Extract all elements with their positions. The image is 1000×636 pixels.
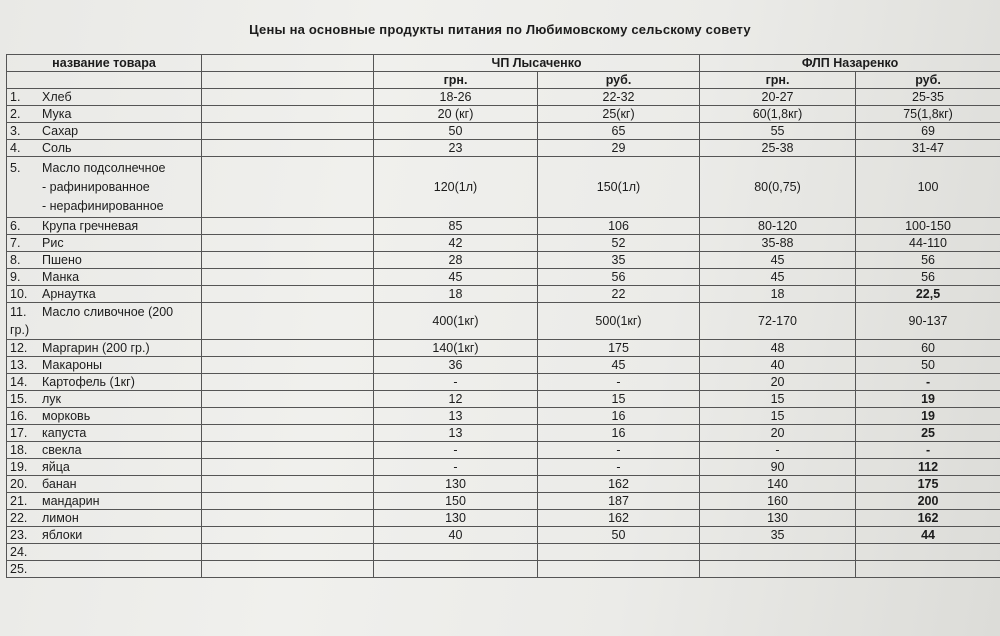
price-nazarenko-uah: 15	[700, 391, 856, 408]
price-nazarenko-uah: 140	[700, 476, 856, 493]
table-body	[7, 89, 1000, 578]
price-lysachenko-uah: 130	[374, 510, 538, 527]
product-name: Макароны	[42, 358, 102, 372]
price-nazarenko-rub: 44	[856, 527, 1000, 544]
unit-blank	[7, 72, 202, 89]
price-lysachenko-rub: 162	[538, 476, 700, 493]
row-number: 3.	[10, 124, 21, 138]
table-row	[7, 493, 1000, 510]
table-row	[7, 374, 1000, 391]
row-number: 4.	[10, 141, 21, 155]
row-number: 16.	[10, 409, 28, 423]
price-lysachenko-uah: 140(1кг)	[374, 340, 538, 357]
price-lysachenko-rub: 22-32	[538, 89, 700, 106]
price-nazarenko-rub: 100	[856, 157, 1000, 218]
blank-cell	[202, 286, 374, 303]
unit-blank	[202, 72, 374, 89]
table-unit-row	[7, 72, 1000, 89]
product-name-cell	[7, 391, 202, 408]
row-number: 7.	[10, 236, 21, 250]
price-lysachenko-rub: -	[538, 442, 700, 459]
product-name: Манка	[42, 270, 80, 284]
price-lysachenko-uah	[374, 561, 538, 578]
blank-cell	[202, 157, 374, 218]
row-number: 21.	[10, 494, 28, 508]
price-nazarenko-uah	[700, 561, 856, 578]
price-lysachenko-uah: 20 (кг)	[374, 106, 538, 123]
price-lysachenko-rub	[538, 544, 700, 561]
price-lysachenko-rub: 25(кг)	[538, 106, 700, 123]
price-lysachenko-rub: 45	[538, 357, 700, 374]
product-name: лук	[42, 392, 62, 406]
table-row	[7, 286, 1000, 303]
price-nazarenko-rub: -	[856, 374, 1000, 391]
product-name-continued: гр.)	[10, 323, 30, 337]
price-nazarenko-rub: 56	[856, 252, 1000, 269]
price-nazarenko-rub: 25	[856, 425, 1000, 442]
product-name: Крупа гречневая	[42, 219, 139, 233]
product-name-cell	[7, 218, 202, 235]
price-nazarenko-rub: 175	[856, 476, 1000, 493]
price-lysachenko-rub: 50	[538, 527, 700, 544]
product-name-cell	[7, 425, 202, 442]
price-nazarenko-uah: 90	[700, 459, 856, 476]
blank-cell	[202, 374, 374, 391]
product-name-cell	[7, 476, 202, 493]
row-number: 13.	[10, 358, 28, 372]
price-nazarenko-rub: 25-35	[856, 89, 1000, 106]
price-lysachenko-uah: 18	[374, 286, 538, 303]
price-nazarenko-uah: 20	[700, 374, 856, 391]
price-nazarenko-rub	[856, 561, 1000, 578]
product-name-cell	[7, 340, 202, 357]
product-name: Маргарин (200 гр.)	[42, 341, 150, 355]
blank-cell	[202, 252, 374, 269]
blank-cell	[202, 442, 374, 459]
product-name-cell	[7, 374, 202, 391]
price-lysachenko-uah: -	[374, 459, 538, 476]
row-number: 14.	[10, 375, 28, 389]
blank-cell	[202, 476, 374, 493]
product-name: Пшено	[42, 253, 82, 267]
product-name: Соль	[42, 141, 72, 155]
product-name-cell	[7, 235, 202, 252]
product-name: Арнаутка	[42, 287, 96, 301]
table-row	[7, 269, 1000, 286]
price-lysachenko-uah: 23	[374, 140, 538, 157]
price-nazarenko-rub: 75(1,8кг)	[856, 106, 1000, 123]
price-nazarenko-uah: 130	[700, 510, 856, 527]
table-row	[7, 527, 1000, 544]
table-row	[7, 157, 1000, 218]
price-nazarenko-rub	[856, 544, 1000, 561]
price-nazarenko-rub: 31-47	[856, 140, 1000, 157]
table-row	[7, 425, 1000, 442]
product-subtype: - рафинированное	[42, 179, 150, 194]
blank-cell	[202, 544, 374, 561]
unit-uah: грн.	[700, 72, 856, 89]
price-lysachenko-uah: 28	[374, 252, 538, 269]
price-lysachenko-rub: 16	[538, 425, 700, 442]
price-lysachenko-rub: -	[538, 459, 700, 476]
header-product-name: название товара	[7, 55, 202, 72]
row-number: 25.	[10, 562, 28, 576]
blank-cell	[202, 357, 374, 374]
price-lysachenko-rub: 162	[538, 510, 700, 527]
price-lysachenko-uah: -	[374, 442, 538, 459]
product-name: свекла	[42, 443, 82, 457]
table-row	[7, 218, 1000, 235]
header-seller-nazarenko: ФЛП Назаренко	[700, 55, 1000, 72]
row-number: 24.	[10, 545, 28, 559]
price-table	[6, 54, 1000, 578]
price-lysachenko-uah: 150	[374, 493, 538, 510]
product-name-cell	[7, 286, 202, 303]
product-name: морковь	[42, 409, 91, 423]
table-row	[7, 140, 1000, 157]
price-nazarenko-rub: 22,5	[856, 286, 1000, 303]
price-nazarenko-rub: 69	[856, 123, 1000, 140]
price-nazarenko-uah: 25-38	[700, 140, 856, 157]
price-nazarenko-rub: 50	[856, 357, 1000, 374]
price-lysachenko-rub: 29	[538, 140, 700, 157]
blank-cell	[202, 340, 374, 357]
table-row	[7, 252, 1000, 269]
blank-cell	[202, 140, 374, 157]
product-name-cell	[7, 140, 202, 157]
price-nazarenko-rub: 112	[856, 459, 1000, 476]
blank-cell	[202, 459, 374, 476]
price-lysachenko-uah: 85	[374, 218, 538, 235]
row-number: 22.	[10, 511, 28, 525]
product-name: Сахар	[42, 124, 79, 138]
price-lysachenko-rub: 16	[538, 408, 700, 425]
product-name: капуста	[42, 426, 87, 440]
price-nazarenko-rub: -	[856, 442, 1000, 459]
table-row	[7, 106, 1000, 123]
price-lysachenko-rub: 175	[538, 340, 700, 357]
table-row	[7, 391, 1000, 408]
price-lysachenko-uah: 40	[374, 527, 538, 544]
product-name: Рис	[42, 236, 64, 250]
table-row	[7, 357, 1000, 374]
price-nazarenko-uah: 80(0,75)	[700, 157, 856, 218]
blank-cell	[202, 510, 374, 527]
price-nazarenko-uah: 45	[700, 269, 856, 286]
price-nazarenko-rub: 19	[856, 408, 1000, 425]
price-lysachenko-rub: 106	[538, 218, 700, 235]
product-name-cell	[7, 459, 202, 476]
price-nazarenko-uah: -	[700, 442, 856, 459]
price-nazarenko-uah: 20	[700, 425, 856, 442]
price-lysachenko-rub: 56	[538, 269, 700, 286]
table-header-row	[7, 55, 1000, 72]
row-number: 20.	[10, 477, 28, 491]
document-title: Цены на основные продукты питания по Любимовскому сельскому совету	[249, 22, 751, 37]
product-name-cell	[7, 89, 202, 106]
row-number: 10.	[10, 287, 28, 301]
price-nazarenko-uah: 20-27	[700, 89, 856, 106]
price-nazarenko-uah: 40	[700, 357, 856, 374]
price-nazarenko-uah: 80-120	[700, 218, 856, 235]
table-row	[7, 476, 1000, 493]
blank-cell	[202, 391, 374, 408]
table-row	[7, 561, 1000, 578]
price-lysachenko-uah: 50	[374, 123, 538, 140]
blank-cell	[202, 425, 374, 442]
table-row	[7, 123, 1000, 140]
blank-cell	[202, 408, 374, 425]
price-nazarenko-uah	[700, 544, 856, 561]
price-nazarenko-rub: 200	[856, 493, 1000, 510]
price-nazarenko-uah: 15	[700, 408, 856, 425]
price-nazarenko-rub: 90-137	[856, 303, 1000, 340]
product-name: Картофель (1кг)	[42, 375, 135, 389]
price-nazarenko-uah: 72-170	[700, 303, 856, 340]
unit-uah: грн.	[374, 72, 538, 89]
price-lysachenko-rub: 35	[538, 252, 700, 269]
header-blank	[202, 55, 374, 72]
product-name-cell	[7, 269, 202, 286]
unit-rub: руб.	[856, 72, 1000, 89]
row-number: 12.	[10, 341, 28, 355]
table-row	[7, 408, 1000, 425]
price-nazarenko-uah: 55	[700, 123, 856, 140]
product-name: лимон	[42, 511, 79, 525]
table-row	[7, 89, 1000, 106]
row-number: 6.	[10, 219, 21, 233]
product-name-cell	[7, 106, 202, 123]
price-lysachenko-rub: 15	[538, 391, 700, 408]
blank-cell	[202, 89, 374, 106]
price-nazarenko-uah: 45	[700, 252, 856, 269]
product-name-cell	[7, 408, 202, 425]
table-row	[7, 442, 1000, 459]
row-number: 5.	[10, 160, 21, 175]
product-name: Хлеб	[42, 90, 72, 104]
table-row	[7, 544, 1000, 561]
row-number: 11.	[10, 305, 27, 319]
price-lysachenko-uah: 13	[374, 408, 538, 425]
price-lysachenko-uah	[374, 544, 538, 561]
product-name-cell	[7, 157, 202, 218]
blank-cell	[202, 561, 374, 578]
unit-rub: руб.	[538, 72, 700, 89]
row-number: 8.	[10, 253, 21, 267]
table-row	[7, 510, 1000, 527]
price-nazarenko-rub: 162	[856, 510, 1000, 527]
row-number: 15.	[10, 392, 28, 406]
product-name-cell	[7, 123, 202, 140]
price-lysachenko-uah: 120(1л)	[374, 157, 538, 218]
price-lysachenko-uah: 12	[374, 391, 538, 408]
blank-cell	[202, 303, 374, 340]
row-number: 2.	[10, 107, 21, 121]
price-lysachenko-uah: 36	[374, 357, 538, 374]
product-name: Масло подсолнечное	[42, 160, 166, 175]
price-nazarenko-uah: 35-88	[700, 235, 856, 252]
blank-cell	[202, 218, 374, 235]
price-lysachenko-uah: 45	[374, 269, 538, 286]
row-number: 1.	[10, 90, 21, 104]
product-name: яблоки	[42, 528, 83, 542]
product-name-cell	[7, 561, 202, 578]
product-subtype: - нерафинированное	[42, 198, 164, 213]
blank-cell	[202, 235, 374, 252]
product-name-cell	[7, 303, 202, 340]
price-lysachenko-rub: 500(1кг)	[538, 303, 700, 340]
row-number: 18.	[10, 443, 28, 457]
price-lysachenko-rub: 187	[538, 493, 700, 510]
table-row	[7, 340, 1000, 357]
blank-cell	[202, 269, 374, 286]
product-name-cell	[7, 510, 202, 527]
row-number: 23.	[10, 528, 28, 542]
table-row	[7, 459, 1000, 476]
price-nazarenko-rub: 56	[856, 269, 1000, 286]
row-number: 19.	[10, 460, 28, 474]
product-name-cell	[7, 544, 202, 561]
product-name: мандарин	[42, 494, 100, 508]
price-nazarenko-rub: 60	[856, 340, 1000, 357]
product-name-cell	[7, 442, 202, 459]
blank-cell	[202, 493, 374, 510]
product-name-cell	[7, 252, 202, 269]
price-lysachenko-rub: 22	[538, 286, 700, 303]
price-nazarenko-rub: 100-150	[856, 218, 1000, 235]
header-seller-lysachenko: ЧП Лысаченко	[374, 55, 700, 72]
product-name-cell	[7, 357, 202, 374]
price-lysachenko-uah: 13	[374, 425, 538, 442]
price-lysachenko-uah: 400(1кг)	[374, 303, 538, 340]
product-name: банан	[42, 477, 77, 491]
price-lysachenko-rub: -	[538, 374, 700, 391]
blank-cell	[202, 106, 374, 123]
row-number: 9.	[10, 270, 21, 284]
price-nazarenko-uah: 35	[700, 527, 856, 544]
price-nazarenko-uah: 48	[700, 340, 856, 357]
price-lysachenko-uah: 42	[374, 235, 538, 252]
price-lysachenko-rub	[538, 561, 700, 578]
product-name: Мука	[42, 107, 72, 121]
price-nazarenko-uah: 60(1,8кг)	[700, 106, 856, 123]
product-name: Масло сливочное (200	[42, 305, 174, 319]
price-lysachenko-rub: 52	[538, 235, 700, 252]
product-name-cell	[7, 527, 202, 544]
price-nazarenko-rub: 19	[856, 391, 1000, 408]
product-name-cell	[7, 493, 202, 510]
table-row	[7, 303, 1000, 340]
price-lysachenko-uah: 130	[374, 476, 538, 493]
price-lysachenko-rub: 150(1л)	[538, 157, 700, 218]
price-lysachenko-uah: 18-26	[374, 89, 538, 106]
price-nazarenko-rub: 44-110	[856, 235, 1000, 252]
row-number: 17.	[10, 426, 28, 440]
price-lysachenko-uah: -	[374, 374, 538, 391]
product-name: яйца	[42, 460, 70, 474]
blank-cell	[202, 527, 374, 544]
price-nazarenko-uah: 18	[700, 286, 856, 303]
price-nazarenko-uah: 160	[700, 493, 856, 510]
table-row	[7, 235, 1000, 252]
price-lysachenko-rub: 65	[538, 123, 700, 140]
blank-cell	[202, 123, 374, 140]
